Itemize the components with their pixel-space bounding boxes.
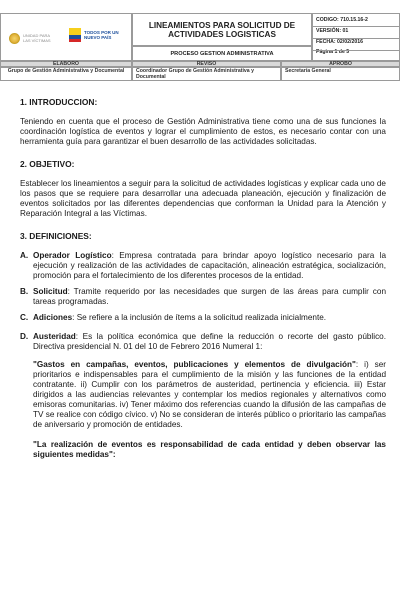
section-introduccion-heading: 1. INTRODUCCION:	[20, 97, 98, 107]
directiva-quote: "Gastos en campañas, eventos, publicaciones y elementos de divulgación": i) ser prioritarios e indispensables para el cumplimiento de la misión y las funciones de la entidad contratante. ii) Cumplir con los parámetros de austeridad, pertinencia y eficiencia. iii) Estar dirigidos a las audiencias relevantes y contemplar los medios regionales y alternativos como emisoras comunitarias. iv) Tener máximo dos referencias cuando la difusión de las campañas de TV se realice con código cívico. v) No se consideran de interés público o prioritario las campañas de aniversario y promoción de entidades.	[33, 360, 386, 429]
definition-solicitud: B. Solicitud: Tramite requerido por las necesidades que surgen de las áreas para cumplir con tareas programadas.	[20, 287, 386, 306]
colombia-flag-icon	[69, 28, 81, 42]
document-code: CODIGO: 710.15.16-2	[316, 17, 368, 23]
reviso-value-cell: Coordinador Grupo de Gestión Administrativa y Documental	[132, 67, 281, 81]
document-version: VERSIÓN: 01	[316, 28, 349, 34]
elaboro-label-cell: ELABORO	[0, 61, 132, 67]
document-date: FECHA: 02/02/2016	[316, 39, 363, 45]
metadata-cell	[312, 13, 400, 61]
seal-icon	[9, 33, 20, 44]
definition-austeridad: D. Austeridad: Es la política económica que define la reducción o recorte del gasto público. Directiva presidencial N. 01 del 10 de Febrero 2016 Numeral 1:	[20, 332, 386, 351]
unidad-victimas-logo: UNIDAD PARA LAS VÍCTIMAS	[9, 33, 53, 44]
definition-adiciones: C. Adiciones: Se refiere a la inclusión de ítems a la solicitud realizada inicialmente.	[20, 313, 327, 322]
aprobo-value-cell: Secretaría General	[281, 67, 400, 81]
document-title: LINEAMIENTOS PARA SOLICITUD DE ACTIVIDADES LOGISTICAS	[148, 20, 296, 39]
section-definiciones-heading: 3. DEFINICIONES:	[20, 231, 92, 241]
todos-por-un-nuevo-pais-logo: TODOS POR UN NUEVO PAÍS	[69, 28, 124, 42]
section-objetivo-heading: 2. OBJETIVO:	[20, 159, 75, 169]
document-header	[0, 13, 400, 81]
section-objetivo-text: Establecer los lineamientos a seguir para la solicitud de actividades logísticas y explicar cada uno de los pasos que se requiere para desarrollar una adecuada planeación, ejecución y finalización de eventos solicitados por las diferentes dependencias que conforman la Unidad para la Atención y Reparación Integral a las Víctimas.	[20, 179, 386, 218]
elaboro-value-cell: Grupo de Gestión Administrativa y Documental	[0, 67, 132, 81]
aprobo-label-cell: APROBO	[281, 61, 400, 67]
definition-operador-logistico: A. Operador Logístico: Empresa contratada para brindar apoyo logístico necesario para la ejecución y realización de las actividades de capacitación, alineación estratégica, socialización, promoción para el fortalecimiento de los diferentes procesos de la entidad.	[20, 251, 387, 280]
page-number: Página 1 de 5	[316, 49, 350, 55]
document-title-cell	[132, 13, 312, 46]
definitions-list	[20, 251, 386, 352]
process-cell	[132, 46, 312, 61]
logos-cell	[0, 13, 132, 61]
reviso-label-cell: REVISO	[132, 61, 281, 67]
process-name: PROCESO GESTION ADMINISTRATIVA	[170, 50, 274, 57]
closing-statement: "La realización de eventos es responsabilidad de cada entidad y deben observar las siguientes medidas":	[33, 440, 386, 459]
section-introduccion-text: Teniendo en cuenta que el proceso de Gestión Administrativa tiene como una de sus funciones la coordinación logística de eventos y lograr el cumplimiento de estos, es necesario contar con una herramienta guía para garantizar el buen desarrollo de las actividades solicitadas.	[20, 117, 386, 146]
document-body	[20, 97, 386, 460]
